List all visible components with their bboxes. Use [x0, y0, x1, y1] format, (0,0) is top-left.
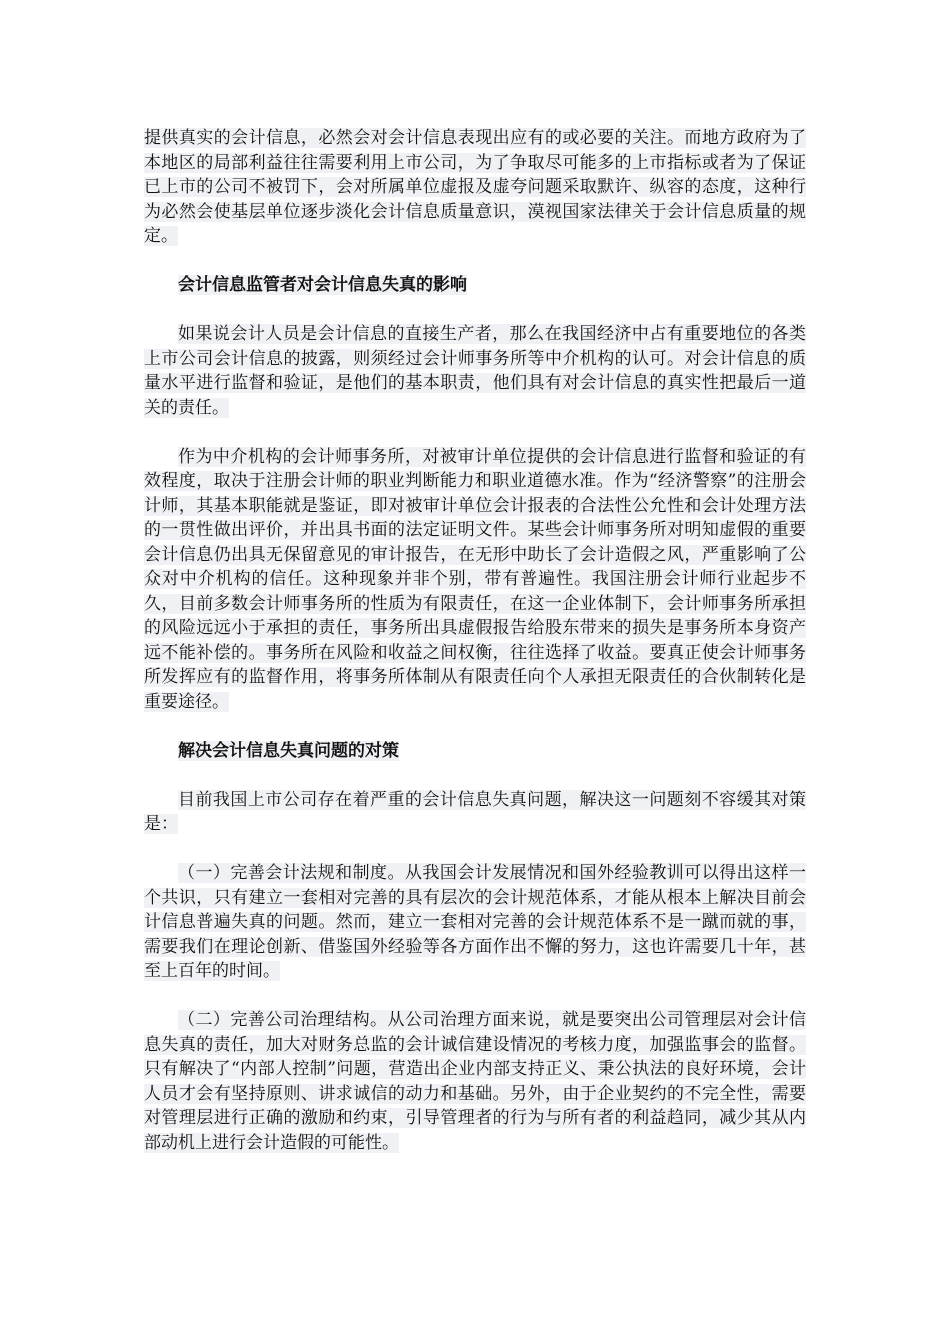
- section-heading-countermeasures: [144, 739, 806, 764]
- paragraph-6: [144, 1008, 806, 1155]
- paragraph-3-text: 作为中介机构的会计师事务所，对被审计单位提供的会计信息进行监督和验证的有效程度，取决于注册会计师的职业判断能力和职业道德水准。作为“经济警察”的注册会计师，其基本职能就是鉴证，即对被审计单位会计报表的合法性公允性和会计处理方法的一贯性做出评价，并出具书面的法定证明文件。某些会计师事务所对明知虚假的重要会计信息仍出具无保留意见的审计报告，在无形中助长了会计造假之风，严重影响了公众对中介机构的信任。这种现象并非个别，带有普遍性。我国注册会计师行业起步不久，目前多数会计师事务所的性质为有限责任，在这一企业体制下，会计师事务所承担的风险远远小于承担的责任，事务所出具虚假报告给股东带来的损失是事务所本身资产远不能补偿的。事务所在风险和收益之间权衡，往往选择了收益。要真正使会计师事务所发挥应有的监督作用，将事务所体制从有限责任向个人承担无限责任的合伙制转化是重要途径。: [144, 446, 806, 712]
- section-heading-auditor-impact-text: 会计信息监管者对会计信息失真的影响: [178, 275, 467, 295]
- paragraph-4-text: 目前我国上市公司存在着严重的会计信息失真问题，解决这一问题刻不容缓其对策是：: [144, 789, 806, 834]
- section-heading-auditor-impact: [144, 273, 806, 298]
- paragraph-2: [144, 322, 806, 420]
- paragraph-5: [144, 861, 806, 984]
- paragraph-5-text: （一）完善会计法规和制度。从我国会计发展情况和国外经验教训可以得出这样一个共识，只有建立一套相对完善的具有层次的会计规范体系，才能从根本上解决目前会计信息普遍失真的问题。然而，建立一套相对完善的会计规范体系不是一蹴而就的事，需要我们在理论创新、借鉴国外经验等各方面作出不懈的努力，这也许需要几十年，甚至上百年的时间。: [144, 863, 806, 981]
- paragraph-1: [144, 126, 806, 249]
- paragraph-1-text: 提供真实的会计信息，必然会对会计信息表现出应有的或必要的关注。而地方政府为了本地区的局部利益往往需要利用上市公司，为了争取尽可能多的上市指标或者为了保证已上市的公司不被罚下，会对所属单位虚报及虚夸问题采取默许、纵容的态度，这种行为必然会使基层单位逐步淡化会计信息质量意识，漠视国家法律关于会计信息质量的规定。: [144, 128, 806, 246]
- section-heading-countermeasures-text: 解决会计信息失真问题的对策: [178, 740, 399, 761]
- paragraph-4: [144, 788, 806, 837]
- paragraph-3: [144, 445, 806, 715]
- paragraph-2-text: 如果说会计人员是会计信息的直接生产者，那么在我国经济中占有重要地位的各类上市公司会计信息的披露，则须经过会计师事务所等中介机构的认可。对会计信息的质量水平进行监督和验证，是他们的基本职责，他们具有对会计信息的真实性把最后一道关的责任。: [144, 324, 806, 418]
- document-body: [144, 126, 806, 1180]
- paragraph-6-text: （二）完善公司治理结构。从公司治理方面来说，就是要突出公司管理层对会计信息失真的责任，加大对财务总监的会计诚信建设情况的考核力度，加强监事会的监督。只有解决了“内部人控制”问题，营造出企业内部支持正义、秉公执法的良好环境，会计人员才会有坚持原则、讲求诚信的动力和基础。另外，由于企业契约的不完全性，需要对管理层进行正确的激励和约束，引导管理者的行为与所有者的利益趋同，减少其从内部动机上进行会计造假的可能性。: [144, 1010, 806, 1153]
